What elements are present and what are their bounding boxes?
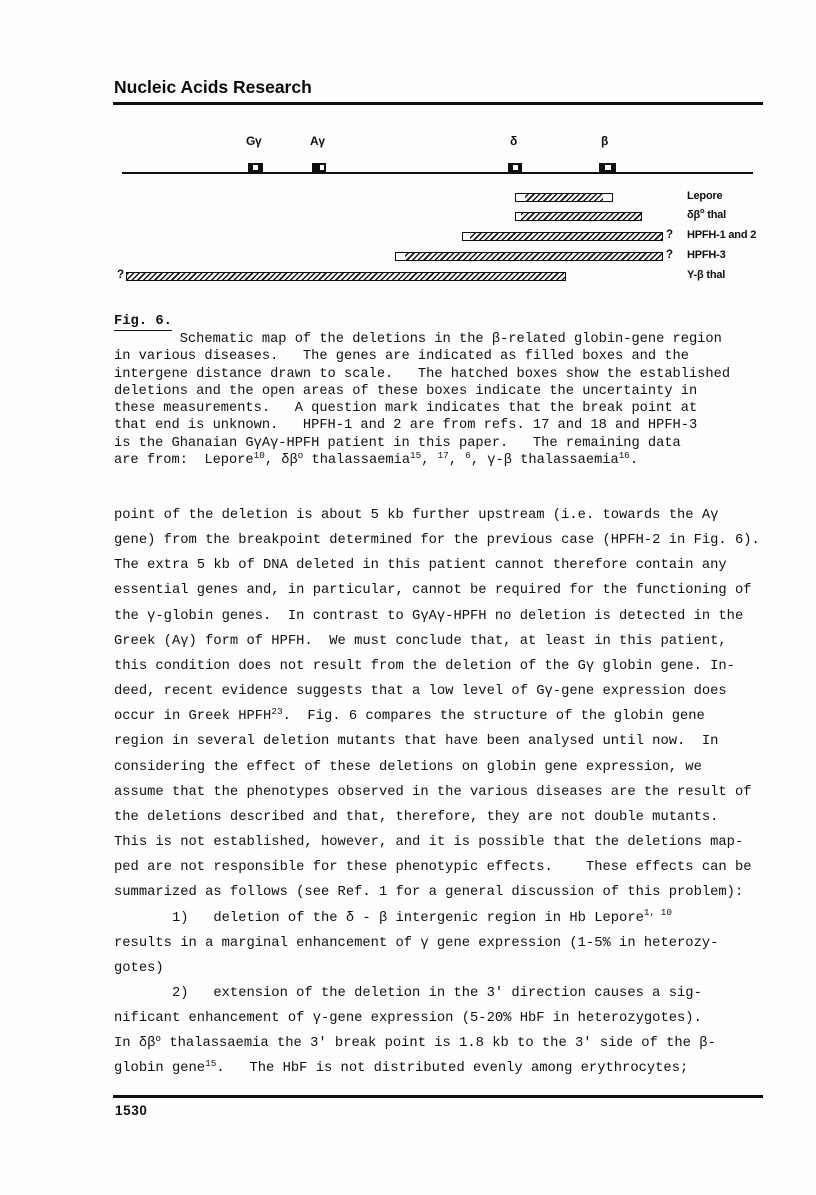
deletion-bar — [126, 272, 566, 281]
deletion-row-label: $\delta\beta^o$ thal — [687, 206, 726, 221]
deletion-bar-open-right — [603, 194, 612, 201]
body-line: results in a marginal enhancement of γ gene expression (1-5% in heterozy- — [114, 935, 719, 951]
body-line: considering the effect of these deletions on globin gene expression, we — [114, 759, 702, 775]
body-line: 1) deletion of the δ - β intergenic region in Hb Lepore$^{1, 10}$ — [114, 907, 673, 926]
caption-line: in various diseases. The genes are indicated as filled boxes and the — [114, 349, 689, 365]
gene-box-open-area — [253, 165, 258, 171]
deletion-row-label: HPFH-1 and 2 — [687, 228, 757, 241]
caption-line: deletions and the open areas of these boxes indicate the uncertainty in — [114, 383, 698, 399]
deletion-bar-open-left — [396, 253, 405, 260]
caption-line: that end is unknown. HPFH-1 and 2 are from refs. 17 and 18 and HPFH-3 — [114, 418, 698, 434]
question-mark: ? — [666, 228, 674, 241]
body-line: region in several deletion mutants that have been analysed until now. In — [114, 734, 719, 750]
question-mark: ? — [117, 268, 125, 281]
caption-line: are from: Lepore$^{10}$, $\delta\beta^o$ thalassaemia$^{15}$, $^{17}$, $^6$, γ-β thalassaemia$^{16}$. — [114, 449, 639, 468]
body-line: globin gene$^{15}$. The HbF is not distributed evenly among erythrocytes; — [114, 1058, 689, 1077]
gene-label: Aγ — [310, 134, 325, 148]
body-line: occur in Greek HPFH$^{23}$. Fig. 6 compares the structure of the globin gene — [114, 706, 705, 725]
body-line: 2) extension of the deletion in the 3' direction causes a sig- — [114, 985, 702, 1001]
page-number: 1530 — [115, 1103, 148, 1118]
body-line: deed, recent evidence suggests that a low level of Gγ-gene expression does — [114, 684, 727, 700]
caption-line: intergene distance drawn to scale. The hatched boxes show the established — [114, 366, 731, 382]
deletion-row-label: Lepore — [687, 190, 723, 202]
gene-box — [508, 163, 522, 173]
gene-label: δ — [510, 134, 517, 148]
body-line: this condition does not result from the deletion of the Gγ globin gene. In- — [114, 658, 735, 674]
caption-line: these measurements. A question mark indicates that the break point at — [114, 401, 698, 416]
deletion-bar — [395, 252, 663, 261]
body-text — [114, 503, 760, 1082]
deletion-bar-open-left — [516, 194, 525, 201]
deletion-bar — [515, 193, 613, 202]
gene-box-open-area — [605, 165, 611, 171]
deletion-bar-open-left — [516, 213, 521, 220]
journal-title: Nucleic Acids Research — [114, 77, 312, 97]
gene-label: β — [601, 134, 609, 148]
deletion-bar — [462, 232, 663, 241]
body-line: the deletions described and that, therefore, they are not double mutants. — [114, 809, 719, 825]
gene-box-open-area — [513, 165, 518, 171]
deletion-bar-open-left — [463, 233, 470, 240]
caption-line: is the Ghanaian GγAγ-HPFH patient in this paper. The remaining data — [114, 435, 681, 451]
body-line: ped are not responsible for these phenotypic effects. These effects can be — [114, 860, 752, 876]
body-line: point of the deletion is about 5 kb further upstream (i.e. towards the Aγ — [114, 508, 719, 523]
gene-axis-line — [122, 172, 753, 175]
body-line: Greek (Aγ) form of HPFH. We must conclude that, at least in this patient, — [114, 633, 727, 649]
gene-box-open-area — [320, 165, 324, 171]
body-line: summarized as follows (see Ref. 1 for a general discussion of this problem): — [114, 885, 744, 901]
body-line: the γ-globin genes. In contrast to GγAγ-HPFH no deletion is detected in the — [114, 608, 744, 624]
body-line: assume that the phenotypes observed in the various diseases are the result of — [114, 784, 752, 800]
deletion-row-label: HPFH-3 — [687, 248, 726, 261]
body-line: gene) from the breakpoint determined for the previous case (HPFH-2 in Fig. 6). — [114, 533, 760, 549]
body-line: The extra 5 kb of DNA deleted in this patient cannot therefore contain any — [114, 558, 727, 574]
deletion-bar — [515, 212, 642, 221]
question-mark: ? — [666, 248, 674, 261]
deletion-row-label: Y-β thal — [687, 268, 726, 281]
body-line: gotes) — [114, 960, 164, 976]
footer-rule — [113, 1095, 763, 1098]
body-line: nificant enhancement of γ-gene expression (5-20% HbF in heterozygotes). — [114, 1011, 702, 1027]
body-line: In $\delta\beta^o$ thalassaemia the 3' break point is 1.8 kb to the 3' side of the β- — [114, 1033, 716, 1052]
figure-caption-heading: Fig. 6. — [114, 314, 172, 329]
body-line: essential genes and, in particular, cannot be required for the functioning of — [114, 583, 752, 599]
body-line: This is not established, however, and it is possible that the deletions map- — [114, 835, 744, 851]
gene-box — [599, 163, 616, 173]
caption-line: Schematic map of the deletions in the β-related globin-gene region — [114, 332, 722, 347]
gene-label: Gγ — [246, 134, 262, 148]
figure-caption — [114, 331, 730, 469]
gene-box — [248, 163, 263, 173]
gene-box — [312, 163, 326, 173]
header-rule — [113, 102, 763, 105]
